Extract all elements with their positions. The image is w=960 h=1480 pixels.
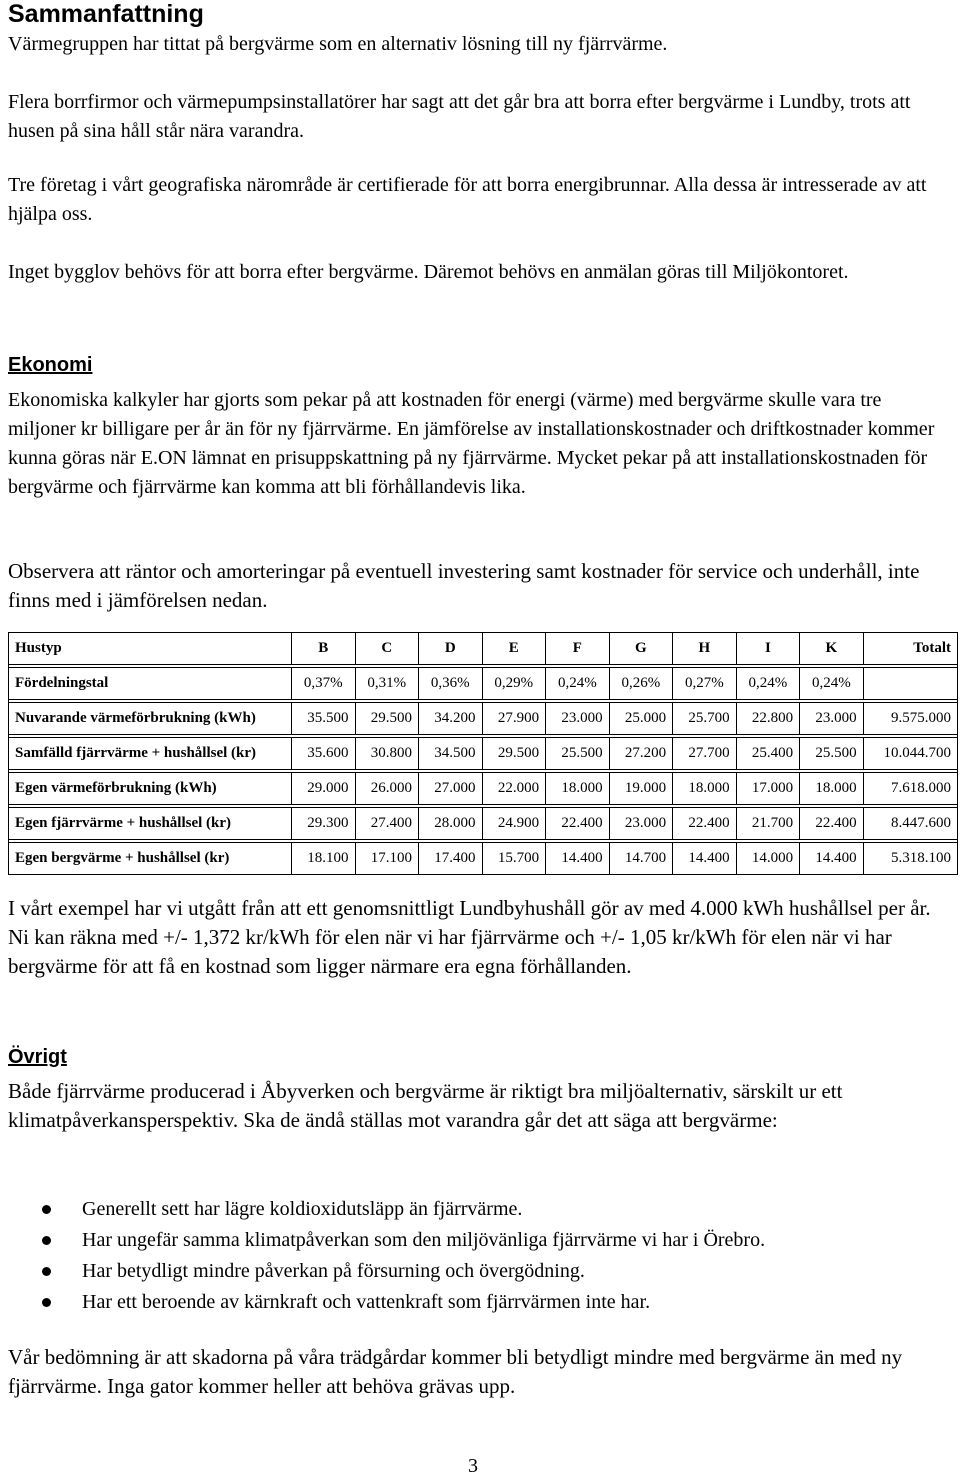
- table-cell: 27.400: [355, 808, 419, 840]
- table-cell: 25.000: [609, 703, 673, 735]
- table-cell: 29.500: [355, 703, 419, 735]
- table-cell: C: [355, 633, 419, 665]
- table-cell: 0,27%: [673, 668, 737, 700]
- summary-heading: Sammanfattning: [8, 0, 204, 28]
- table-cell: 27.900: [482, 703, 546, 735]
- table-cell: 14.400: [673, 843, 737, 875]
- table-cell: 18.000: [546, 773, 610, 805]
- economy-heading: Ekonomi: [8, 354, 93, 376]
- table-cell: G: [609, 633, 673, 665]
- table-cell: 15.700: [482, 843, 546, 875]
- table-row-label: Egen fjärrvärme + hushållsel (kr): [9, 808, 292, 840]
- table-row: [9, 843, 958, 875]
- table-cell: 22.400: [673, 808, 737, 840]
- table-cell: 25.500: [800, 738, 864, 770]
- table-cell: 14.400: [800, 843, 864, 875]
- example-paragraph: I vårt exempel har vi utgått från att ett genomsnittligt Lundbyhushåll gör av med 4.000 kWh hushållsel per år. Ni kan räkna med +/- 1,372 kr/kWh för elen när vi har fjärrvärme och +/- 1,05 kr/kWh för elen när vi har bergvärme för att få en kostnad som ligger närmare era egna förhållanden.: [8, 896, 931, 978]
- table-row: [9, 703, 958, 735]
- table-cell: 18.000: [673, 773, 737, 805]
- table-cell: 18.000: [800, 773, 864, 805]
- table-cell: B: [292, 633, 356, 665]
- summary-paragraph-1: Värmegruppen har tittat på bergvärme som en alternativ lösning till ny fjärrvärme.: [8, 33, 668, 55]
- table-cell: 23.000: [609, 808, 673, 840]
- table-cell: 17.100: [355, 843, 419, 875]
- other-heading: Övrigt: [8, 1046, 67, 1068]
- table-row: [9, 738, 958, 770]
- table-cell: 29.300: [292, 808, 356, 840]
- table-cell: 27.200: [609, 738, 673, 770]
- table-cell: 17.000: [736, 773, 800, 805]
- table-row-label: Samfälld fjärrvärme + hushållsel (kr): [9, 738, 292, 770]
- table-row-label: Nuvarande värmeförbrukning (kWh): [9, 703, 292, 735]
- table-cell: 25.400: [736, 738, 800, 770]
- table-row-label: Fördelningstal: [9, 668, 292, 700]
- table-cell: 34.500: [419, 738, 483, 770]
- table-cell: 18.100: [292, 843, 356, 875]
- table-cell: 0,37%: [292, 668, 356, 700]
- table-cell: 26.000: [355, 773, 419, 805]
- table-cell: 22.400: [800, 808, 864, 840]
- table-cell: 10.044.700: [863, 738, 957, 770]
- table-cell: H: [673, 633, 737, 665]
- summary-paragraph-4: Inget bygglov behövs för att borra efter bergvärme. Däremot behövs en anmälan göras till Miljökontoret.: [8, 261, 849, 283]
- table-cell: 35.600: [292, 738, 356, 770]
- table-cell: 19.000: [609, 773, 673, 805]
- table-cell: 22.000: [482, 773, 546, 805]
- table-cell: 22.400: [546, 808, 610, 840]
- list-item: Har ett beroende av kärnkraft och vattenkraft som fjärrvärmen inte har.: [8, 1287, 765, 1318]
- table-cell: 0,36%: [419, 668, 483, 700]
- table-cell: 30.800: [355, 738, 419, 770]
- table-cell: 34.200: [419, 703, 483, 735]
- table-cell: 28.000: [419, 808, 483, 840]
- table-cell: F: [546, 633, 610, 665]
- economy-paragraph-2: Observera att räntor och amorteringar på eventuell investering samt kostnader för service och underhåll, inte finns med i jämförelsen nedan.: [8, 559, 920, 612]
- comparison-table: [8, 632, 958, 875]
- table-row-label: Egen bergvärme + hushållsel (kr): [9, 843, 292, 875]
- table-cell: K: [800, 633, 864, 665]
- table-cell: 17.400: [419, 843, 483, 875]
- table-row-label: Hustyp: [9, 633, 292, 665]
- table-cell: D: [419, 633, 483, 665]
- table-cell: 14.000: [736, 843, 800, 875]
- table-cell: 24.900: [482, 808, 546, 840]
- table-cell: 0,29%: [482, 668, 546, 700]
- bullet-list: [8, 1194, 765, 1318]
- table-cell: 8.447.600: [863, 808, 957, 840]
- table-cell: 27.700: [673, 738, 737, 770]
- table-cell: 5.318.100: [863, 843, 957, 875]
- table-cell: 14.700: [609, 843, 673, 875]
- table-row: [9, 668, 958, 700]
- table-cell: 23.000: [800, 703, 864, 735]
- table-cell: 21.700: [736, 808, 800, 840]
- table-cell: 29.500: [482, 738, 546, 770]
- summary-paragraph-3: Tre företag i vårt geografiska närområde är certifierade för att borra energibrunnar. Alla dessa är intresserade av att hjälpa oss.: [8, 174, 927, 225]
- table-row: [9, 808, 958, 840]
- table-cell: 0,31%: [355, 668, 419, 700]
- table-cell: 7.618.000: [863, 773, 957, 805]
- list-item: Generellt sett har lägre koldioxidutsläpp än fjärrvärme.: [8, 1194, 765, 1225]
- table-cell: 14.400: [546, 843, 610, 875]
- list-item: Har betydligt mindre påverkan på försurning och övergödning.: [8, 1256, 765, 1287]
- table-cell: 35.500: [292, 703, 356, 735]
- table-header-row: [9, 633, 958, 665]
- table-cell: 0,26%: [609, 668, 673, 700]
- table-cell: 0,24%: [800, 668, 864, 700]
- table-cell: 22.800: [736, 703, 800, 735]
- table-cell: 25.700: [673, 703, 737, 735]
- list-item: Har ungefär samma klimatpåverkan som den miljövänliga fjärrvärme vi har i Örebro.: [8, 1225, 765, 1256]
- table-cell: 0,24%: [736, 668, 800, 700]
- table-row: [9, 773, 958, 805]
- economy-paragraph-1: Ekonomiska kalkyler har gjorts som pekar på att kostnaden för energi (värme) med bergvärme skulle vara tre miljoner kr billigare per år än för ny fjärrvärme. En jämförelse av installationskostnader och driftkostnader kommer kunna göras när E.ON lämnat en prisuppskattning på ny fjärrvärme. Mycket pekar på att installationskostnaden för bergvärme och fjärrvärme kan komma att bli förhållandevis lika.: [8, 389, 935, 498]
- table-cell: 29.000: [292, 773, 356, 805]
- table-cell: 25.500: [546, 738, 610, 770]
- table-cell: 23.000: [546, 703, 610, 735]
- table-cell: [863, 668, 957, 700]
- table-cell: 27.000: [419, 773, 483, 805]
- other-paragraph-1: Både fjärrvärme producerad i Åbyverken och bergvärme är riktigt bra miljöalternativ, särskilt ur ett klimatpåverkansperspektiv. Ska de ändå ställas mot varandra går det att säga att bergvärme:: [8, 1079, 843, 1132]
- table-cell: 9.575.000: [863, 703, 957, 735]
- table-row-label: Egen värmeförbrukning (kWh): [9, 773, 292, 805]
- table-cell: E: [482, 633, 546, 665]
- table-cell: Totalt: [863, 633, 957, 665]
- other-paragraph-2: Vår bedömning är att skadorna på våra trädgårdar kommer bli betydligt mindre med bergvärme än med ny fjärrvärme. Inga gator kommer heller att behöva grävas upp.: [8, 1345, 903, 1398]
- table-cell: 0,24%: [546, 668, 610, 700]
- table-cell: I: [736, 633, 800, 665]
- summary-paragraph-2: Flera borrfirmor och värmepumpsinstallatörer har sagt att det går bra att borra efter bergvärme i Lundby, trots att husen på sina håll står nära varandra.: [8, 91, 911, 142]
- page-number: 3: [468, 1455, 478, 1477]
